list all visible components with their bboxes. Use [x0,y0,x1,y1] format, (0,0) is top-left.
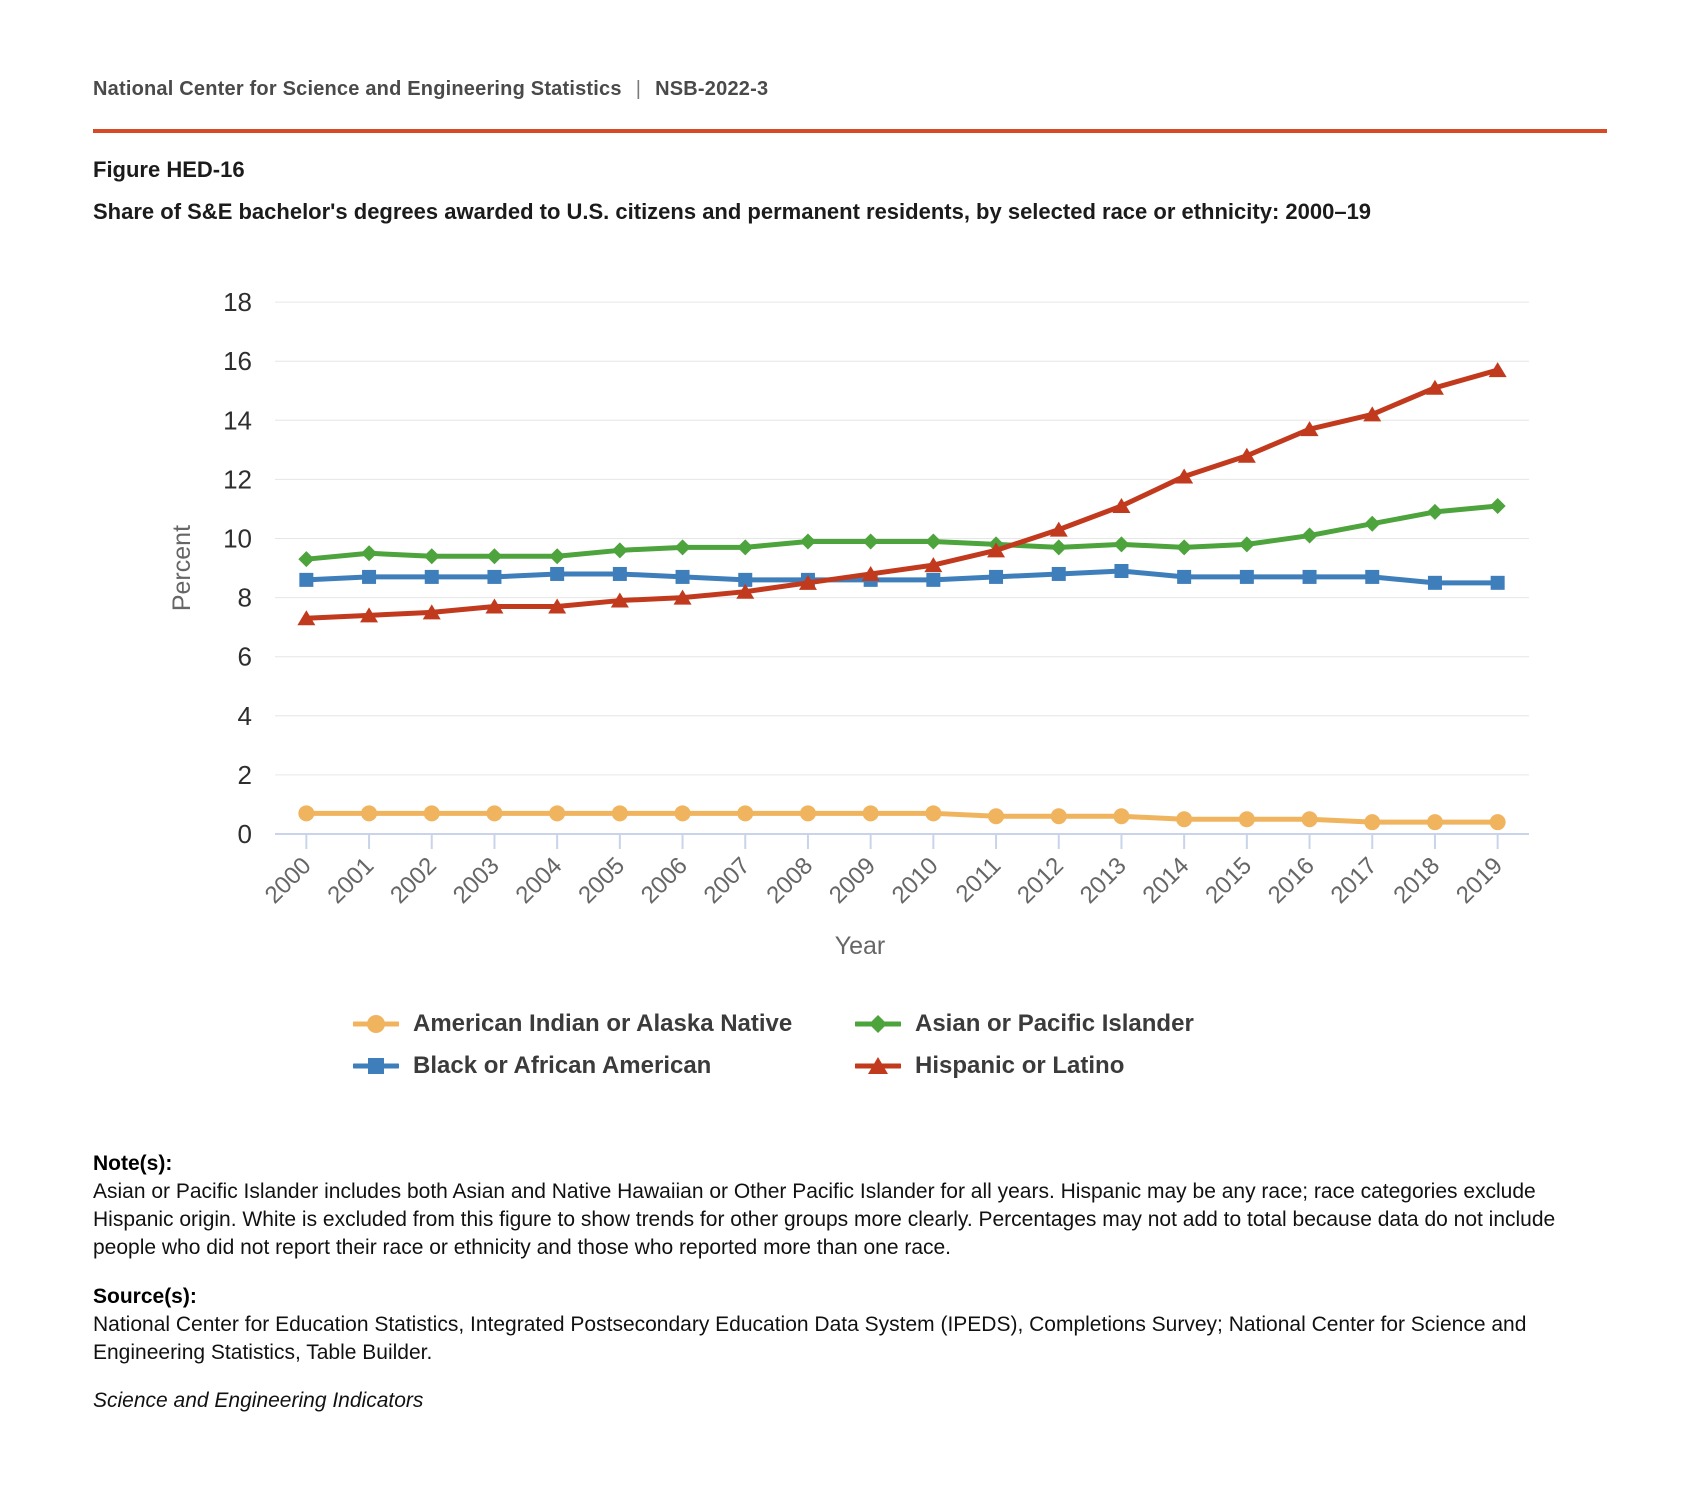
circle-marker-icon [675,805,691,821]
square-marker-icon [425,570,439,584]
legend-label: American Indian or Alaska Native [413,1010,793,1037]
square-marker-icon [487,570,501,584]
diamond-marker-icon [486,548,502,564]
circle-marker-icon [737,805,753,821]
circle-marker-icon [424,805,440,821]
figure-label: Figure HED-16 [93,157,245,182]
y-tick-label: 16 [223,346,252,377]
square-marker-icon [1491,576,1505,590]
square-marker-icon [1303,570,1317,584]
y-tick-label: 10 [223,523,252,554]
circle-marker-icon [1427,814,1443,830]
diamond-marker-icon [925,533,941,549]
triangle-marker-glyph [855,1056,901,1076]
x-tick-label: 2014 [1137,852,1195,909]
square-marker-icon [1177,570,1191,584]
series-circle [298,805,1505,830]
publication-title: Science and Engineering Indicators [93,1388,424,1412]
figure-title: Share of S&E bachelor's degrees awarded to U.S. citizens and permanent residents, by selected race or ethnicity: 2000–19 [93,199,1372,224]
legend-item-hispanic-or-latino[interactable] [855,1052,1194,1080]
diamond-marker-icon [869,1015,887,1033]
x-tick-label: 2019 [1451,852,1508,909]
circle-marker-icon [1239,811,1255,827]
circle-marker-glyph [353,1014,399,1034]
circle-marker-icon [1490,814,1506,830]
diamond-marker-icon [1176,539,1192,555]
agency-name: National Center for Science and Engineering Statistics [93,78,622,100]
x-tick-label: 2005 [573,852,631,909]
circle-marker-icon [298,805,314,821]
series-line [306,571,1497,583]
circle-marker-icon [1176,811,1192,827]
circle-marker-icon [988,808,1004,824]
y-tick-label: 2 [237,759,252,790]
x-tick-label: 2018 [1388,852,1446,909]
square-marker-icon [676,570,690,584]
x-tick-label: 2016 [1262,852,1320,909]
square-marker-icon [368,1058,384,1074]
diamond-marker-icon [675,539,691,555]
y-tick-label: 8 [237,582,252,613]
square-marker-icon [299,573,313,587]
report-id: NSB-2022-3 [655,78,769,100]
series-diamond [298,498,1505,567]
x-tick-label: 2017 [1325,852,1383,909]
x-tick-label: 2004 [510,852,568,909]
diamond-marker-icon [424,548,440,564]
notes-section [93,1150,1611,1415]
legend-item-asian-or-pacific-islander[interactable] [855,1010,1194,1038]
circle-marker-icon [549,805,565,821]
x-tick-label: 2010 [886,852,944,909]
diamond-marker-icon [863,533,879,549]
diamond-marker-icon [737,539,753,555]
legend-label: Black or African American [413,1052,712,1079]
x-tick-label: 2009 [824,852,881,909]
x-tick-label: 2011 [950,852,1007,908]
y-tick-label: 0 [237,819,252,849]
diamond-marker-icon [549,548,565,564]
legend-label: Asian or Pacific Islander [915,1010,1194,1037]
x-tick-label: 2013 [1074,852,1132,909]
x-tick-label: 2012 [1012,852,1069,909]
square-marker-icon [550,567,564,581]
x-tick-label: 2001 [322,852,380,909]
legend-item-american-indian-or-alaska-native[interactable] [353,1010,855,1038]
circle-marker-icon [367,1015,385,1033]
diamond-marker-icon [1302,528,1318,544]
diamond-marker-icon [855,1014,901,1034]
sources-heading: Source(s): [93,1284,197,1308]
square-marker-icon [362,570,376,584]
square-marker-glyph [353,1056,399,1076]
triangle-marker-icon [855,1056,901,1076]
x-axis-title: Year [834,932,886,960]
diamond-marker-icon [1490,498,1506,514]
sources-body: National Center for Education Statistics, Integrated Postsecondary Education Data System (IPEDS), Completions Survey; National Center for Science and Engineering Statistics, Table Builder. [93,1312,1527,1364]
x-tick-label: 2015 [1200,852,1258,909]
x-tick-label: 2000 [259,852,317,909]
x-tick-label: 2002 [385,852,442,909]
square-marker-icon [1114,564,1128,578]
circle-marker-icon [1302,811,1318,827]
circle-marker-icon [1364,814,1380,830]
diamond-marker-icon [1427,504,1443,520]
legend-item-black-or-african-american[interactable] [353,1052,855,1080]
square-marker-icon [613,567,627,581]
diamond-marker-icon [1364,516,1380,532]
square-marker-icon [353,1056,399,1076]
circle-marker-icon [925,805,941,821]
circle-marker-icon [1113,808,1129,824]
square-marker-icon [1428,576,1442,590]
diamond-marker-icon [361,545,377,561]
circle-marker-icon [361,805,377,821]
y-tick-label: 6 [237,641,252,672]
circle-marker-icon [800,805,816,821]
diamond-marker-glyph [855,1014,901,1034]
chart-legend [353,1010,1194,1080]
x-tick-label: 2003 [447,852,505,909]
circle-marker-icon [353,1014,399,1034]
square-marker-icon [1052,567,1066,581]
square-marker-icon [926,573,940,587]
diamond-marker-icon [298,551,314,567]
circle-marker-icon [863,805,879,821]
diamond-marker-icon [800,533,816,549]
y-tick-label: 14 [223,405,252,436]
y-axis-title: Percent [168,524,196,612]
circle-marker-icon [486,805,502,821]
y-tick-label: 4 [237,700,252,731]
diamond-marker-icon [1051,539,1067,555]
circle-marker-icon [612,805,628,821]
diamond-marker-icon [612,542,628,558]
square-marker-icon [1365,570,1379,584]
y-tick-label: 12 [223,464,252,495]
header-separator: | [635,78,642,100]
square-marker-icon [1240,570,1254,584]
notes-body: Asian or Pacific Islander includes both Asian and Native Hawaiian or Other Pacific Islander for all years. Hispanic may be any race; race categories exclude Hispanic origin. White is excluded from this figure to show trends for other groups more clearly. Percentages may not add to total because data do not include people who did not report their race or ethnicity and those who reported more than one race. [93,1180,1556,1260]
notes-heading: Note(s): [93,1152,173,1175]
x-tick-label: 2006 [635,852,693,909]
y-tick-label: 18 [223,287,252,318]
series-line [306,506,1497,559]
series-triangle [297,362,1506,625]
legend-label: Hispanic or Latino [915,1052,1125,1079]
square-marker-icon [989,570,1003,584]
circle-marker-icon [1051,808,1067,824]
x-tick-label: 2007 [698,852,756,909]
series-line [306,813,1497,822]
x-tick-label: 2008 [761,852,819,909]
